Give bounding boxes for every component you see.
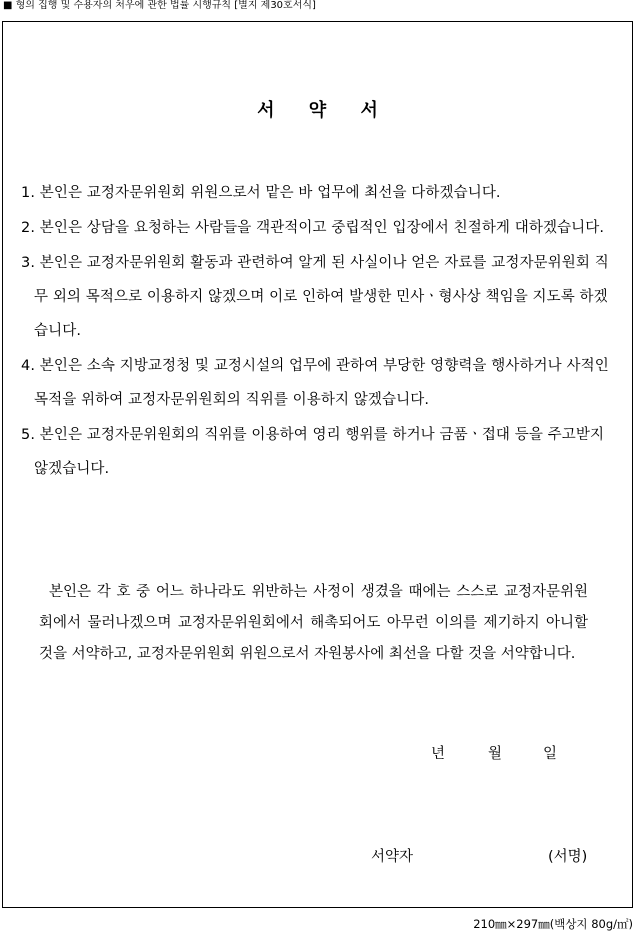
pledge-statement: 본인은 각 호 중 어느 하나라도 위반하는 사정이 생겼을 때에는 스스로 교정자문위원회에서 물러나겠으며 교정자문위원회에서 해촉되어도 아무런 이의를 제기하지 아니할 것을 서약하고, 교정자문위원회 위원으로서 자원봉사에 최선을 다할 것을 서약합니다. (39, 584, 588, 662)
pledge-item-2 (21, 211, 614, 245)
document-title: 서 약 서 (257, 100, 392, 121)
pledge-item-5 (21, 418, 614, 486)
signer-label: 서약자 (371, 849, 414, 865)
document-frame (2, 21, 633, 908)
date-month-label: 월 (488, 746, 503, 762)
item-text: 본인은 교정자문위원회 위원으로서 맡은 바 업무에 최선을 다하겠습니다. (35, 185, 501, 201)
item-number: 5. (21, 427, 36, 443)
signature-mark: (서명) (548, 849, 588, 865)
item-text: 본인은 교정자문위원회의 직위를 이용하여 영리 행위를 하거나 금품ㆍ접대 등을 주고받지 않겠습니다. (34, 427, 605, 477)
form-header: ■ 형의 집행 및 수용자의 처우에 관한 법률 시행규칙 [별지 제30호서식] (3, 0, 316, 11)
item-text: 본인은 교정자문위원회 활동과 관련하여 알게 된 사실이나 얻은 자료를 교정자문위원회 직무 외의 목적으로 이용하지 않겠으며 이로 인하여 발생한 민사ㆍ형사상 책임을 지도록 하겠습니다. (34, 255, 609, 339)
item-number: 4. (21, 358, 36, 374)
pledge-item-4 (21, 349, 614, 417)
item-number: 2. (21, 220, 36, 236)
date-day-label: 일 (543, 746, 558, 762)
item-number: 1. (21, 185, 36, 201)
item-text: 본인은 소속 지방교정청 및 교정시설의 업무에 관하여 부당한 영향력을 행사하거나 사적인 목적을 위하여 교정자문위원회의 직위를 이용하지 않겠습니다. (34, 358, 609, 408)
pledge-item-3 (21, 246, 614, 348)
pledge-items (21, 176, 614, 487)
item-text: 본인은 상담을 요청하는 사람들을 객관적이고 중립적인 입장에서 친절하게 대하겠습니다. (35, 220, 605, 236)
paper-spec: 210㎜×297㎜(백상지 80g/㎡) (473, 917, 633, 931)
date-year-label: 년 (431, 746, 446, 762)
item-number: 3. (21, 255, 36, 271)
pledge-item-1 (21, 176, 614, 210)
